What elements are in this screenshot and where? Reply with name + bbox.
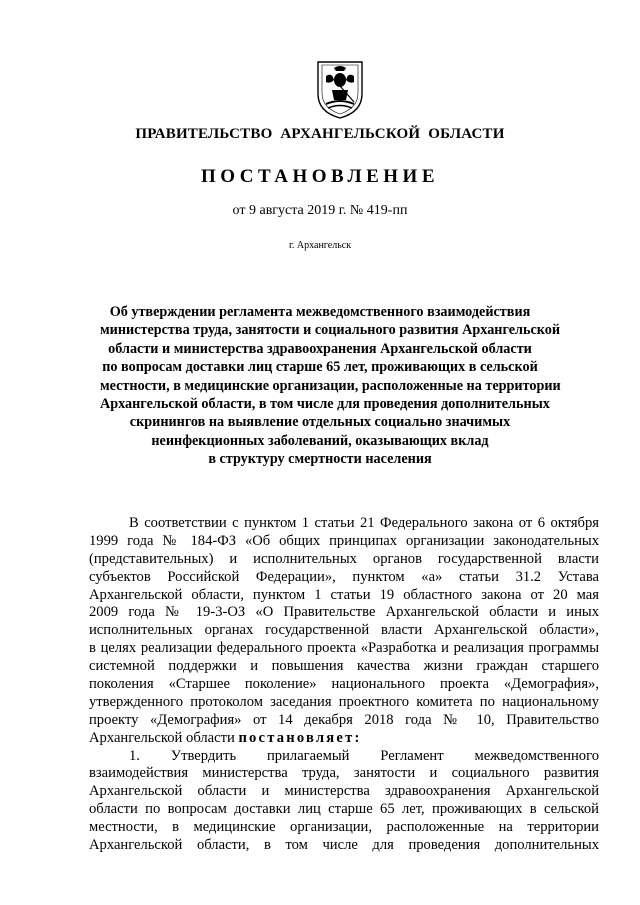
resolution-line	[89, 730, 599, 748]
preamble-line: субъектов Российской Федерации», пунктом «а» статьи 31.2 Устава	[89, 568, 599, 585]
preamble-line: Архангельской области, пунктом 1 статьи 19 областного закона от 20 мая	[89, 586, 599, 603]
item-line: местности, в медицинские организации, расположенные на территории	[89, 819, 599, 836]
document-title	[100, 303, 561, 469]
title-line: Об утверждении регламента межведомственного взаимодействия	[109, 304, 531, 320]
preamble-line: системной поддержки и повышения качества жизни граждан старшего	[89, 658, 599, 675]
preamble-line: 2009 года № 19-3-ОЗ «О Правительстве Архангельской области и иных	[89, 604, 599, 621]
preamble-line: в целях реализации федерального проекта «Разработка и реализация программы	[89, 640, 599, 657]
resolution-colon: :	[354, 729, 360, 746]
preamble-line: утвержденного протоколом заседания проектного комитета по национальному	[89, 693, 599, 710]
title-line: в структуру смертности населения	[208, 451, 432, 468]
document-type: ПОСТАНОВЛЕНИЕ	[200, 166, 440, 187]
preamble-line: (представительных) и исполнительных органов государственной власти	[89, 550, 599, 567]
preamble-line: поколения «Старшее поколение» национального проекта «Демография»,	[89, 676, 599, 693]
document-city: г. Архангельск	[288, 240, 352, 251]
document-date-number: от 9 августа 2019 г. № 419-пп	[232, 203, 408, 218]
item-line: 1. Утвердить прилагаемый Регламент межведомственного	[129, 747, 599, 764]
preamble-line: проекту «Демография» от 14 декабря 2018 года № 10, Правительство	[89, 711, 599, 728]
title-line: местности, в медицинские организации, расположенные на территории	[100, 377, 561, 394]
title-line: Архангельской области, в том числе для проведения дополнительных	[100, 396, 550, 413]
coat-of-arms-emblem	[314, 60, 366, 120]
title-line: скринингов на выявление отдельных социально значимых	[129, 414, 511, 431]
item-line: области по вопросам доставки лиц старше 65 лет, проживающих в сельской	[89, 801, 599, 818]
title-line: по вопросам доставки лиц старше 65 лет, проживающих в сельской	[102, 359, 538, 376]
item-line: Архангельской области и министерства здравоохранения Архангельской	[89, 783, 599, 800]
preamble-line: исполнительных органах государственной власти Архангельской области»,	[89, 622, 599, 639]
resolution-prefix: Архангельской области	[89, 729, 239, 746]
title-line: неинфекционных заболеваний, оказывающих вклад	[151, 432, 489, 449]
item-line: взаимодействия министерства труда, занятости и социального развития	[89, 765, 599, 782]
organization-name: ПРАВИТЕЛЬСТВО АРХАНГЕЛЬСКОЙ ОБЛАСТИ	[135, 126, 505, 142]
title-line: министерства труда, занятости и социального развития Архангельской	[100, 322, 561, 339]
preamble-line: В соответствии с пунктом 1 статьи 21 Федерального закона от 6 октября	[129, 515, 599, 531]
preamble-line: 1999 года № 184-ФЗ «Об общих принципах организации законодательных	[89, 532, 599, 549]
document-body	[89, 515, 599, 855]
title-line: области и министерства здравоохранения Архангельской области	[108, 340, 532, 357]
resolution-word: постановляет	[238, 729, 355, 746]
item-line: Архангельской области, в том числе для проведения дополнительных	[89, 837, 599, 854]
